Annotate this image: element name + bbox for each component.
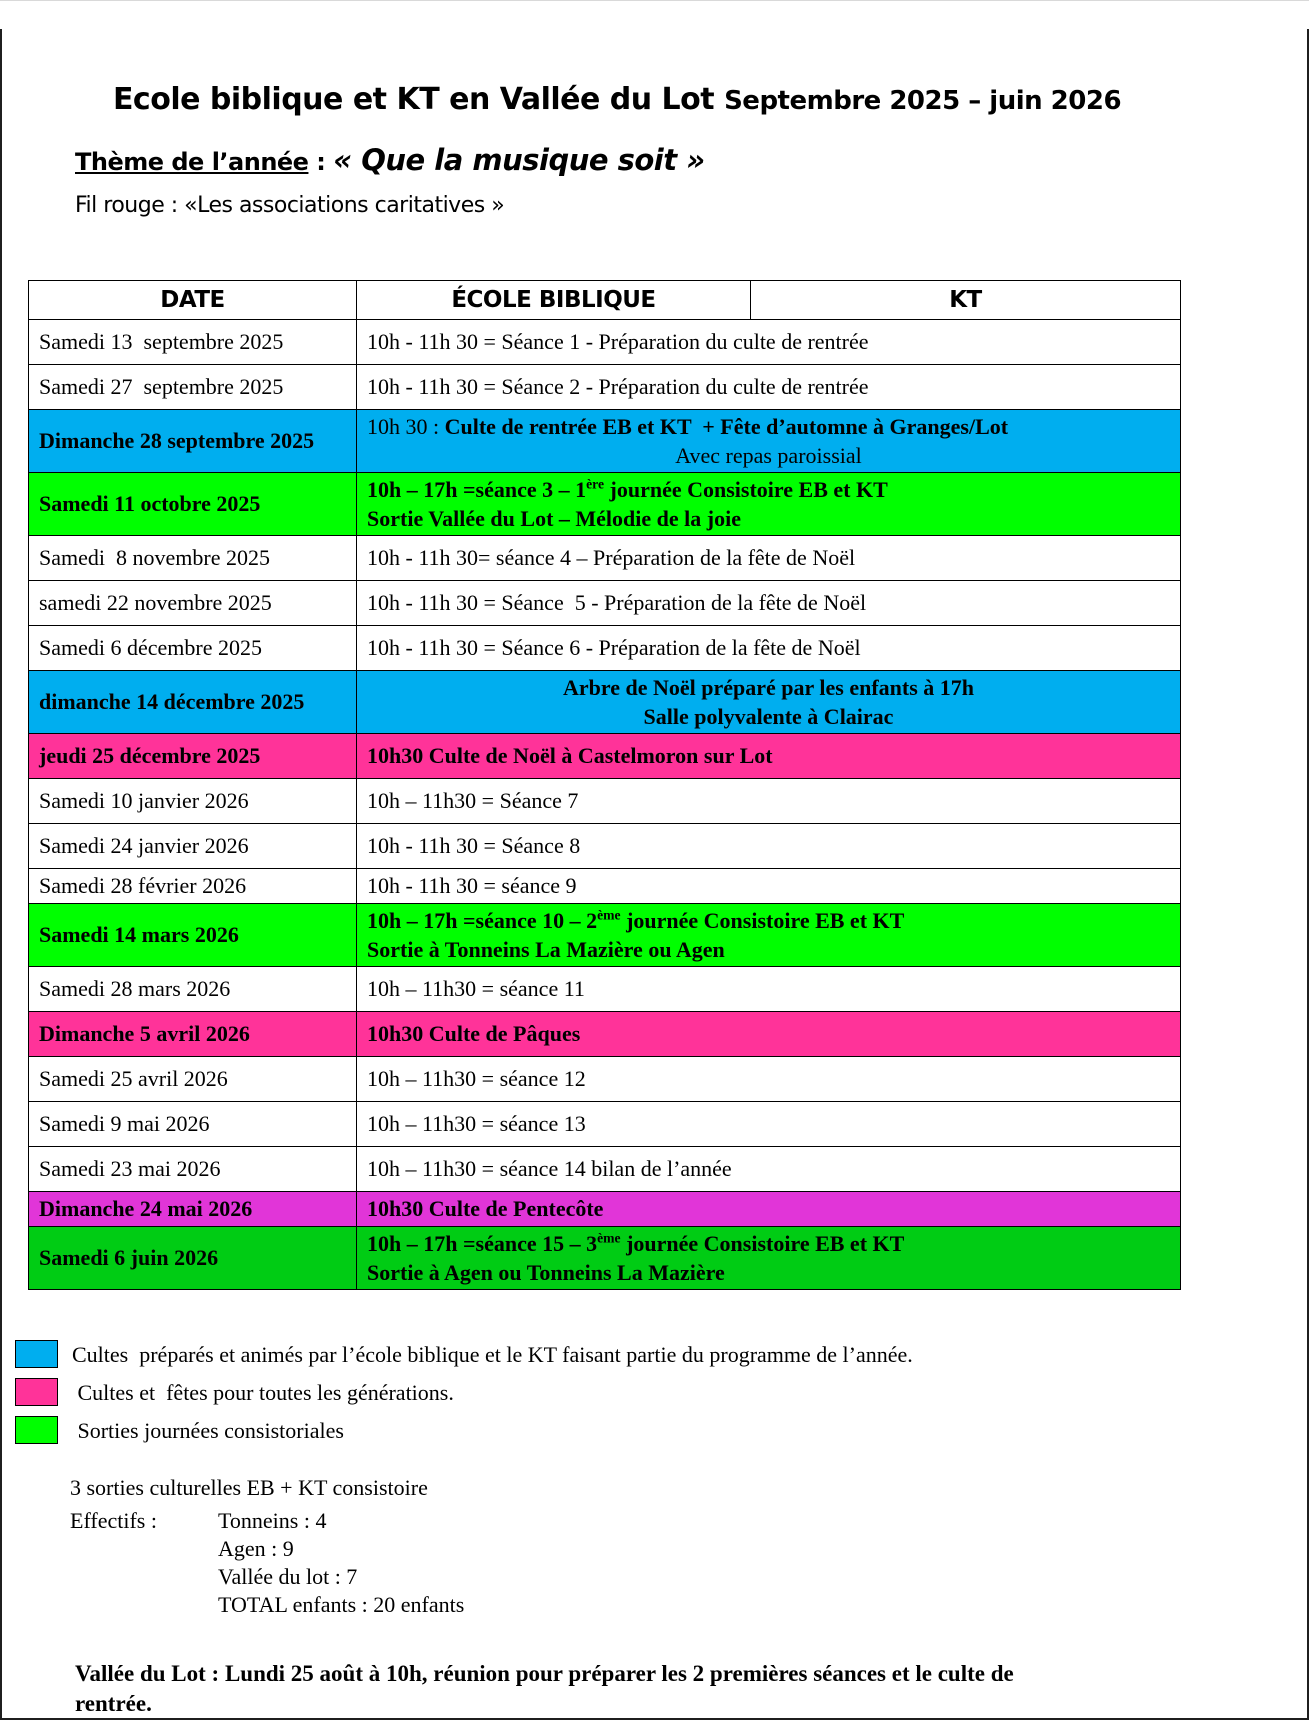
date-cell: Samedi 23 mai 2026 <box>29 1146 357 1191</box>
event-cell <box>357 1191 1181 1226</box>
table-row <box>29 1056 1181 1101</box>
event-line: 10h - 11h 30 = Séance 6 - Préparation de la fête de Noël <box>367 635 861 661</box>
event-cell <box>357 778 1181 823</box>
event-cell <box>357 823 1181 868</box>
event-line: 10h30 Culte de Pentecôte <box>367 1196 604 1222</box>
event-line: Arbre de Noël préparé par les enfants à 17h <box>562 674 975 700</box>
event-cell <box>357 580 1181 625</box>
event-line: Sortie à Agen ou Tonneins La Mazière <box>367 1259 725 1285</box>
event-cell <box>357 319 1181 364</box>
date-cell: Samedi 25 avril 2026 <box>29 1056 357 1101</box>
page-title <box>0 1 1309 119</box>
legend-row <box>15 1340 1309 1369</box>
table-row <box>29 1101 1181 1146</box>
event-line: 10h - 11h 30 = séance 9 <box>367 873 577 899</box>
table-row <box>29 535 1181 580</box>
date-cell: Samedi 13 septembre 2025 <box>29 319 357 364</box>
event-cell <box>357 1011 1181 1056</box>
event-cell <box>357 625 1181 670</box>
theme-colon: : <box>308 147 334 176</box>
legend-row <box>15 1416 1309 1445</box>
event-line: 10h – 11h30 = séance 12 <box>367 1066 586 1092</box>
table-row <box>29 903 1181 966</box>
theme-line <box>75 143 1309 177</box>
event-cell <box>357 535 1181 580</box>
event-cell <box>357 966 1181 1011</box>
fil-rouge-line: Fil rouge : «Les associations caritatives » <box>75 192 505 218</box>
date-cell: Samedi 24 janvier 2026 <box>29 823 357 868</box>
event-line: Avec repas paroissial <box>675 442 862 468</box>
table-row <box>29 625 1181 670</box>
event-cell <box>357 733 1181 778</box>
effectifs-value: Vallée du lot : 7 <box>218 1563 358 1589</box>
table-row <box>29 733 1181 778</box>
effectifs-value: Tonneins : 4 <box>218 1507 327 1533</box>
event-line: 10h – 11h30 = séance 13 <box>367 1111 586 1137</box>
table-row <box>29 409 1181 472</box>
theme-label: Thème de l’année <box>75 147 309 176</box>
date-cell: Samedi 28 février 2026 <box>29 868 357 903</box>
table-row <box>29 1226 1181 1289</box>
date-cell: Samedi 10 janvier 2026 <box>29 778 357 823</box>
table-row <box>29 1146 1181 1191</box>
event-cell <box>357 868 1181 903</box>
event-line: 10h - 11h 30 = Séance 2 - Préparation du culte de rentrée <box>367 373 869 399</box>
event-cell <box>357 364 1181 409</box>
event-line: 10h – 11h30 = Séance 7 <box>367 788 579 814</box>
table-row <box>29 966 1181 1011</box>
legend-color-swatch-green <box>15 1416 58 1444</box>
event-line: 10h - 11h 30= séance 4 – Préparation de la fête de Noël <box>367 545 856 571</box>
event-line: 10h – 11h30 = séance 14 bilan de l’année <box>367 1156 732 1182</box>
date-cell: Samedi 8 novembre 2025 <box>29 535 357 580</box>
effectifs-row <box>70 1535 1309 1563</box>
date-cell: samedi 22 novembre 2025 <box>29 580 357 625</box>
event-cell <box>357 1056 1181 1101</box>
date-cell: Dimanche 24 mai 2026 <box>29 1191 357 1226</box>
event-line: 10h30 Culte de Pâques <box>367 1021 581 1047</box>
date-cell: Samedi 6 décembre 2025 <box>29 625 357 670</box>
event-line: 10h 30 : Culte de rentrée EB et KT + Fête d’automne à Granges/Lot <box>367 413 1009 439</box>
event-cell <box>357 409 1181 472</box>
title-period: Septembre 2025 – juin 2026 <box>724 86 1122 116</box>
table-row <box>29 472 1181 535</box>
event-line: 10h – 17h =séance 15 – 3ème journée Consistoire EB et KT <box>367 1230 905 1256</box>
event-line: 10h - 11h 30 = Séance 8 <box>367 833 581 859</box>
legend-label: Cultes préparés et animés par l’école biblique et le KT faisant partie du programme de l’année. <box>72 1341 913 1367</box>
effectifs-row <box>70 1563 1309 1591</box>
date-cell: Samedi 9 mai 2026 <box>29 1101 357 1146</box>
event-line: 10h - 11h 30 = Séance 5 - Préparation de la fête de Noël <box>367 590 867 616</box>
legend <box>15 1340 1309 1445</box>
legend-color-swatch-blue <box>15 1340 58 1368</box>
event-line: 10h30 Culte de Noël à Castelmoron sur Lot <box>367 743 773 769</box>
col-header-date: DATE <box>29 280 357 319</box>
event-cell <box>357 903 1181 966</box>
table-row <box>29 868 1181 903</box>
date-cell: dimanche 14 décembre 2025 <box>29 670 357 733</box>
event-line: 10h – 17h =séance 10 – 2ème journée Consistoire EB et KT <box>367 907 905 933</box>
table-row <box>29 1191 1181 1226</box>
sorties-note: 3 sorties culturelles EB + KT consistoire <box>70 1474 428 1500</box>
theme-value: « Que la musique soit » <box>333 142 705 177</box>
footer-note: Vallée du Lot : Lundi 25 août à 10h, réunion pour préparer les 2 premières séances et le culte de rentrée. <box>75 1660 1014 1717</box>
effectifs-block <box>70 1507 1309 1619</box>
effectifs-value: Agen : 9 <box>218 1535 294 1561</box>
date-cell: Dimanche 5 avril 2026 <box>29 1011 357 1056</box>
legend-color-swatch-pink <box>15 1378 58 1406</box>
col-header-kt: KT <box>751 280 1181 319</box>
date-cell: Dimanche 28 septembre 2025 <box>29 409 357 472</box>
event-line: Sortie à Tonneins La Mazière ou Agen <box>367 936 725 962</box>
legend-label: Sorties journées consistoriales <box>72 1417 344 1443</box>
event-cell <box>357 472 1181 535</box>
event-line: Sortie Vallée du Lot – Mélodie de la joie <box>367 505 741 531</box>
event-line: 10h – 17h =séance 3 – 1ère journée Consistoire EB et KT <box>367 476 888 502</box>
table-row <box>29 778 1181 823</box>
table-row <box>29 364 1181 409</box>
date-cell: jeudi 25 décembre 2025 <box>29 733 357 778</box>
table-row <box>29 823 1181 868</box>
table-row <box>29 319 1181 364</box>
event-cell <box>357 670 1181 733</box>
table-row <box>29 1011 1181 1056</box>
event-cell <box>357 1146 1181 1191</box>
event-line: Salle polyvalente à Clairac <box>643 703 894 729</box>
date-cell: Samedi 28 mars 2026 <box>29 966 357 1011</box>
title-main: Ecole biblique et KT en Vallée du Lot <box>112 82 725 117</box>
effectifs-row <box>70 1591 1309 1619</box>
col-header-ecole-biblique: ÉCOLE BIBLIQUE <box>357 280 751 319</box>
date-cell: Samedi 11 octobre 2025 <box>29 472 357 535</box>
date-cell: Samedi 27 septembre 2025 <box>29 364 357 409</box>
event-line: 10h – 11h30 = séance 11 <box>367 976 585 1002</box>
effectifs-value: TOTAL enfants : 20 enfants <box>218 1591 465 1617</box>
table-header-row <box>29 280 1181 319</box>
effectifs-row <box>70 1507 1309 1535</box>
event-cell <box>357 1226 1181 1289</box>
effectifs-label: Effectifs : <box>70 1507 157 1533</box>
table-row <box>29 670 1181 733</box>
event-cell <box>357 1101 1181 1146</box>
schedule-table <box>28 280 1181 1290</box>
date-cell: Samedi 14 mars 2026 <box>29 903 357 966</box>
date-cell: Samedi 6 juin 2026 <box>29 1226 357 1289</box>
legend-label: Cultes et fêtes pour toutes les générations. <box>72 1379 454 1405</box>
legend-row <box>15 1378 1309 1407</box>
event-line: 10h - 11h 30 = Séance 1 - Préparation du culte de rentrée <box>367 328 869 354</box>
table-row <box>29 580 1181 625</box>
